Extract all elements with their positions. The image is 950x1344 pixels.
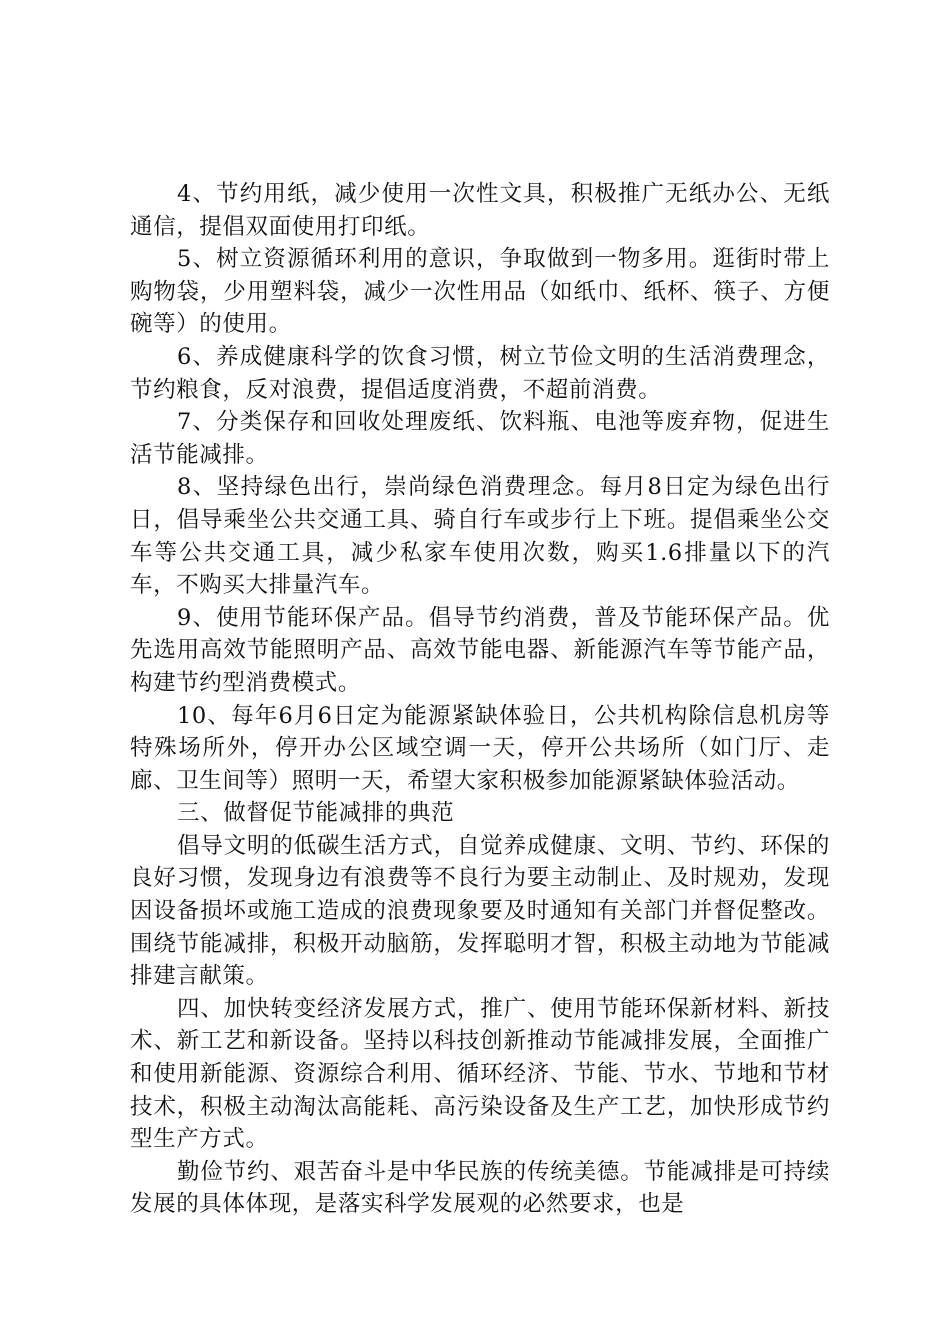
paragraph-item-8: 8、坚持绿色出行，崇尚绿色消费理念。每月8日定为绿色出行日，倡导乘坐公共交通工具、骑自行车或步行上下班。提倡乘坐公交车等公共交通工具，减少私家车使用次数，购买1.6排量以下的汽车，不购买大排量汽车。 (130, 474, 830, 599)
paragraph-item-5: 5、树立资源循环利用的意识，争取做到一物多用。逛街时带上购物袋，少用塑料袋，减少一次性用品（如纸巾、纸杯、筷子、方便碗等）的使用。 (130, 246, 830, 338)
section-heading-3: 三、做督促节能减排的典范 (177, 800, 455, 827)
paragraph-item-6: 6、养成健康科学的饮食习惯，树立节俭文明的生活消费理念，节约粮食，反对浪费，提倡适度消费，不超前消费。 (130, 343, 830, 403)
paragraph-item-7: 7、分类保存和回收处理废纸、饮料瓶、电池等废弃物，促进生活节能减排。 (130, 409, 830, 468)
paragraph-item-9: 9、使用节能环保产品。倡导节约消费，普及节能环保产品。优先选用高效节能照明产品、高效节能电器、新能源汽车等节能产品，构建节约型消费模式。 (130, 604, 830, 696)
paragraph-section-3-body: 倡导文明的低碳生活方式，自觉养成健康、文明、节约、环保的良好习惯，发现身边有浪费等不良行为要主动制止、及时规劝，发现因设备损坏或施工造成的浪费现象要及时通知有关部门并督促整改。围绕节能减排，积极开动脑筋，发挥聪明才智，积极主动地为节能减排建言献策。 (130, 832, 830, 990)
paragraph-item-4: 4、节约用纸，减少使用一次性文具，积极推广无纸办公、无纸通信，提倡双面使用打印纸。 (130, 181, 830, 240)
paragraph-conclusion: 勤俭节约、艰苦奋斗是中华民族的传统美德。节能减排是可持续发展的具体体现，是落实科学发展观的必然要求，也是 (130, 1158, 830, 1218)
paragraph-section-4: 四、加快转变经济发展方式，推广、使用节能环保新材料、新技术、新工艺和新设备。坚持以科技创新推动节能减排发展，全面推广和使用新能源、资源综合利用、循环经济、节能、节水、节地和节材技术，积极主动淘汰高能耗、高污染设备及生产工艺，加快形成节约型生产方式。 (130, 995, 830, 1153)
paragraph-item-10: 10、每年6月6日定为能源紧缺体验日，公共机构除信息机房等特殊场所外，停开办公区域空调一天，停开公共场所（如门厅、走廊、卫生间等）照明一天，希望大家积极参加能源紧缺体验活动。 (130, 702, 830, 794)
document-body (130, 178, 830, 1221)
